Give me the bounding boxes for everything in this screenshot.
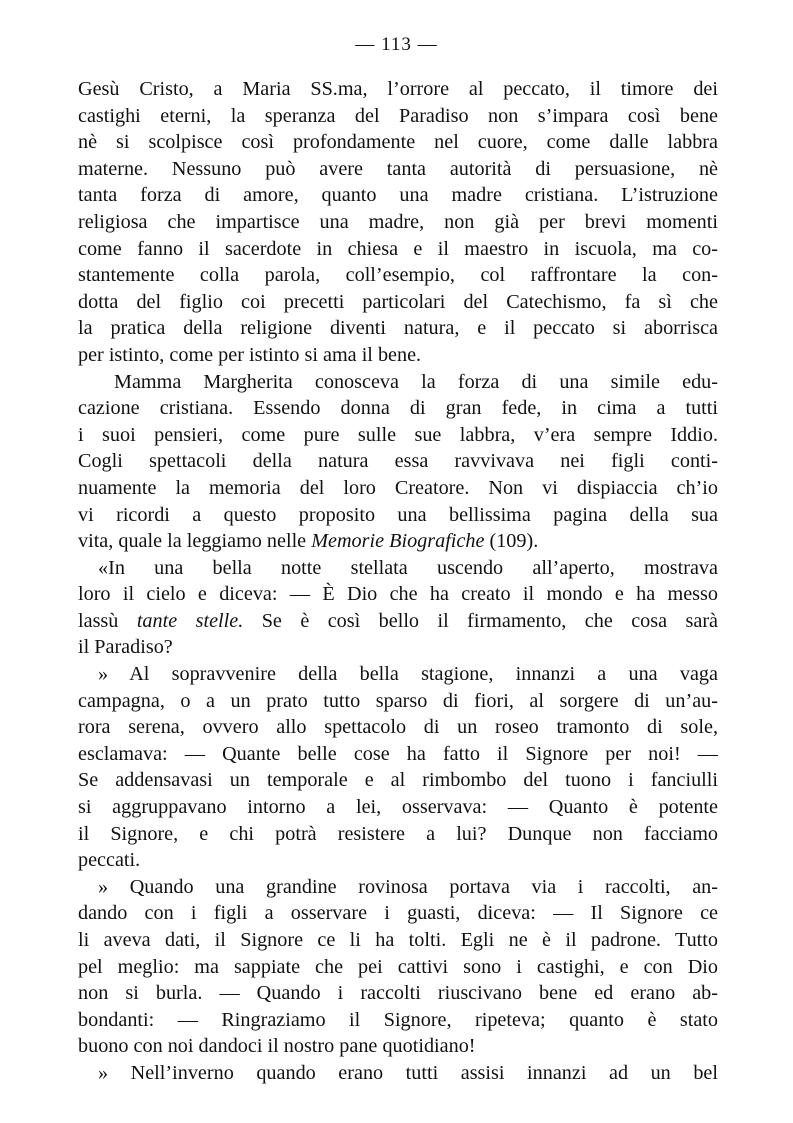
text-line: » Al sopravvenire della bella stagione, innanzi a una vaga — [98, 663, 718, 686]
text-line: i suoi pensieri, come pure sulle sue labbra, v’era sempre Iddio. — [78, 423, 718, 446]
text-line: dotta del figlio coi precetti particolari del Catechismo, fa sì che — [78, 290, 718, 313]
text-line: nè si scolpisce così profondamente nel cuore, come dalle labbra — [78, 131, 718, 154]
text-line: cazione cristiana. Essendo donna di gran fede, in cima a tutti — [78, 397, 718, 420]
text-line: pel meglio: ma sappiate che pei cattivi sono i castighi, e con Dio — [78, 955, 718, 978]
text-line: » Nell’inverno quando erano tutti assisi innanzi ad un bel — [98, 1061, 718, 1084]
text-line: castighi eterni, la speranza del Paradiso non s’impara così bene — [78, 104, 718, 127]
text-line: il Paradiso? — [78, 636, 173, 659]
text-segment: Se è così bello il firmamento, che cosa sarà — [261, 609, 719, 632]
text-line: li aveva dati, il Signore ce li ha tolti. Egli ne è il padrone. Tutto — [78, 929, 718, 951]
text-line: «In una bella notte stellata uscendo all’aperto, mostrava — [98, 556, 718, 579]
text-line: rora serena, ovvero allo spettacolo di un roseo tramonto di sole, — [78, 716, 718, 739]
text-line: Gesù Cristo, a Maria SS.ma, l’orrore al peccato, il timore dei — [78, 78, 718, 100]
text-line: il Signore, e chi potrà resistere a lui? Dunque non facciamo — [78, 822, 718, 845]
text-line: non si burla. — Quando i raccolti riuscivano bene ed erano ab- — [78, 982, 718, 1005]
body-text — [78, 76, 718, 1087]
text-line: per istinto, come per istinto si ama il bene. — [78, 343, 422, 366]
text-line: vi ricordi a questo proposito una bellissima pagina della sua — [78, 503, 718, 526]
text-line: materne. Nessuno può avere tanta autorità di persuasione, nè — [78, 157, 718, 180]
text-line — [78, 528, 718, 555]
text-line — [78, 608, 718, 635]
text-line: nuamente la memoria del loro Creatore. Non vi dispiaccia ch’io — [78, 476, 718, 499]
text-segment: lassù — [78, 609, 119, 632]
text-line: si aggruppavano intorno a lei, osservava: — Quanto è potente — [78, 796, 718, 819]
text-segment: (109). — [489, 530, 539, 553]
text-line: la pratica della religione diventi natura, e il peccato si aborrisca — [78, 317, 718, 340]
text-line: peccati. — [78, 849, 141, 872]
text-line: Se addensavasi un temporale e al rimbombo del tuono i fanciulli — [78, 769, 718, 792]
italic-title: Memorie Biografiche — [311, 530, 485, 553]
italic-phrase: tante stelle. — [136, 609, 244, 632]
text-line: » Quando una grandine rovinosa portava via i raccolti, an- — [98, 875, 718, 898]
text-line: come fanno il sacerdote in chiesa e il maestro in iscuola, ma co- — [78, 237, 718, 260]
page-number: — 113 — — [355, 34, 438, 55]
text-line: stantemente colla parola, coll’esempio, col raffrontare la con- — [78, 264, 718, 287]
text-line: dando con i figli a osservare i guasti, diceva: — Il Signore ce — [78, 902, 718, 925]
text-line: esclamava: — Quante belle cose ha fatto il Signore per noi! — — [78, 742, 718, 765]
text-line: Cogli spettacoli della natura essa ravvivava nei figli conti- — [78, 450, 718, 473]
text-line: buono con noi dandoci il nostro pane quotidiano! — [78, 1035, 476, 1058]
text-line: loro il cielo e diceva: — È Dio che ha creato il mondo e ha messo — [78, 583, 718, 606]
text-line: tanta forza di amore, quanto una madre cristiana. L’istruzione — [78, 184, 718, 207]
text-segment: vita, quale la leggiamo nelle — [78, 530, 307, 553]
text-line: campagna, o a un prato tutto sparso di fiori, al sorgere di un’au- — [78, 689, 718, 712]
text-line: Mamma Margherita conosceva la forza di una simile edu- — [114, 370, 718, 393]
text-line: religiosa che impartisce una madre, non già per brevi momenti — [78, 210, 718, 233]
text-line: bondanti: — Ringraziamo il Signore, ripeteva; quanto è stato — [78, 1008, 718, 1031]
